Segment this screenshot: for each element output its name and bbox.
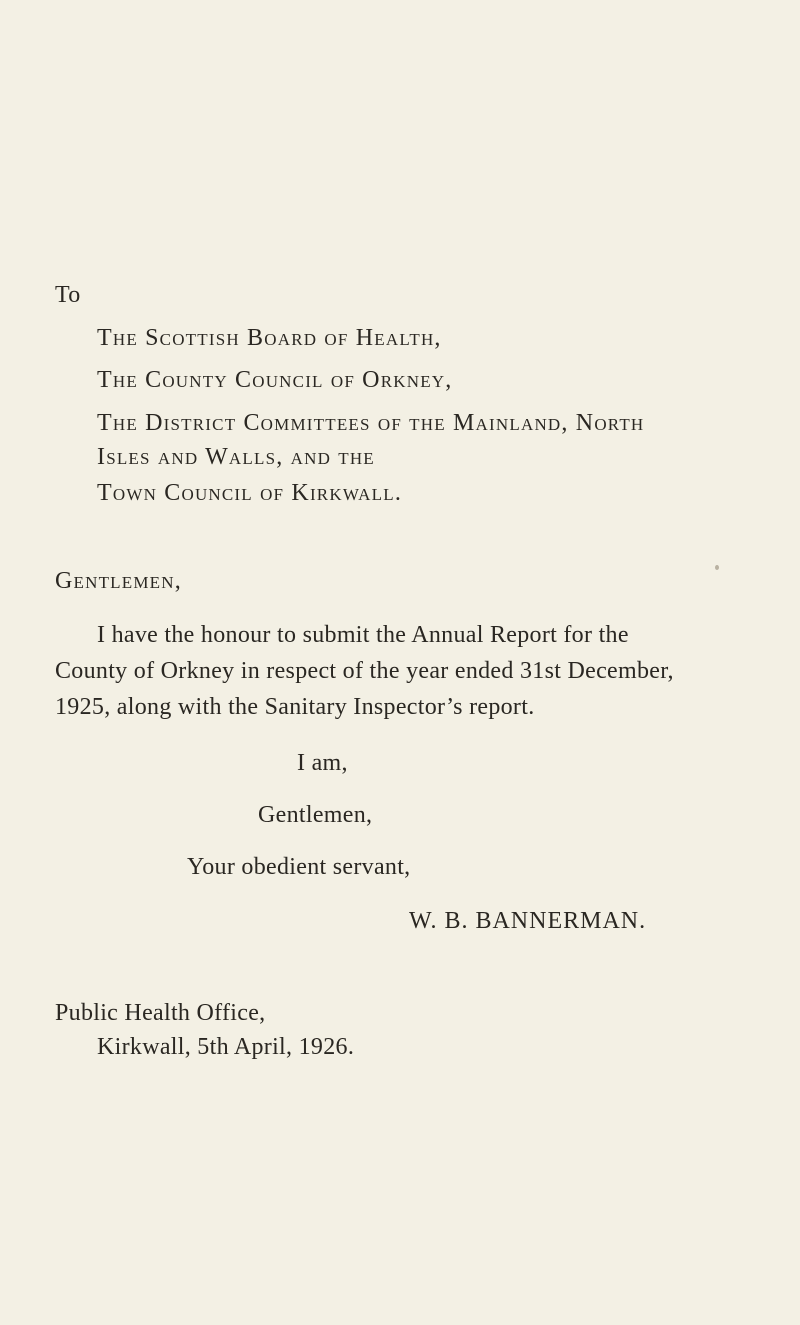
- addressee-line: The Scottish Board of Health,: [97, 325, 442, 351]
- addressee-line: Isles and Walls, and the: [97, 444, 375, 470]
- addressee-line: The County Council of Orkney,: [97, 367, 453, 393]
- salutation-to: To: [55, 282, 81, 308]
- addressee-line: The District Committees of the Mainland, North: [97, 410, 645, 436]
- addressee-line: Town Council of Kirkwall.: [97, 480, 403, 506]
- closing-line: Your obedient servant,: [187, 854, 411, 880]
- greeting: Gentlemen,: [55, 568, 182, 594]
- body-text-line: County of Orkney in respect of the year ended 31st December,: [55, 658, 674, 684]
- paper-speck: [715, 565, 719, 570]
- body-text-line: 1925, along with the Sanitary Inspector’s report.: [55, 694, 535, 720]
- address-line: Public Health Office,: [55, 1000, 266, 1026]
- body-text-line: I have the honour to submit the Annual Report for the: [97, 622, 629, 648]
- address-line: Kirkwall, 5th April, 1926.: [97, 1034, 355, 1060]
- closing-line: I am,: [297, 750, 348, 776]
- signature: W. B. BANNERMAN.: [409, 908, 647, 934]
- closing-line: Gentlemen,: [258, 802, 373, 828]
